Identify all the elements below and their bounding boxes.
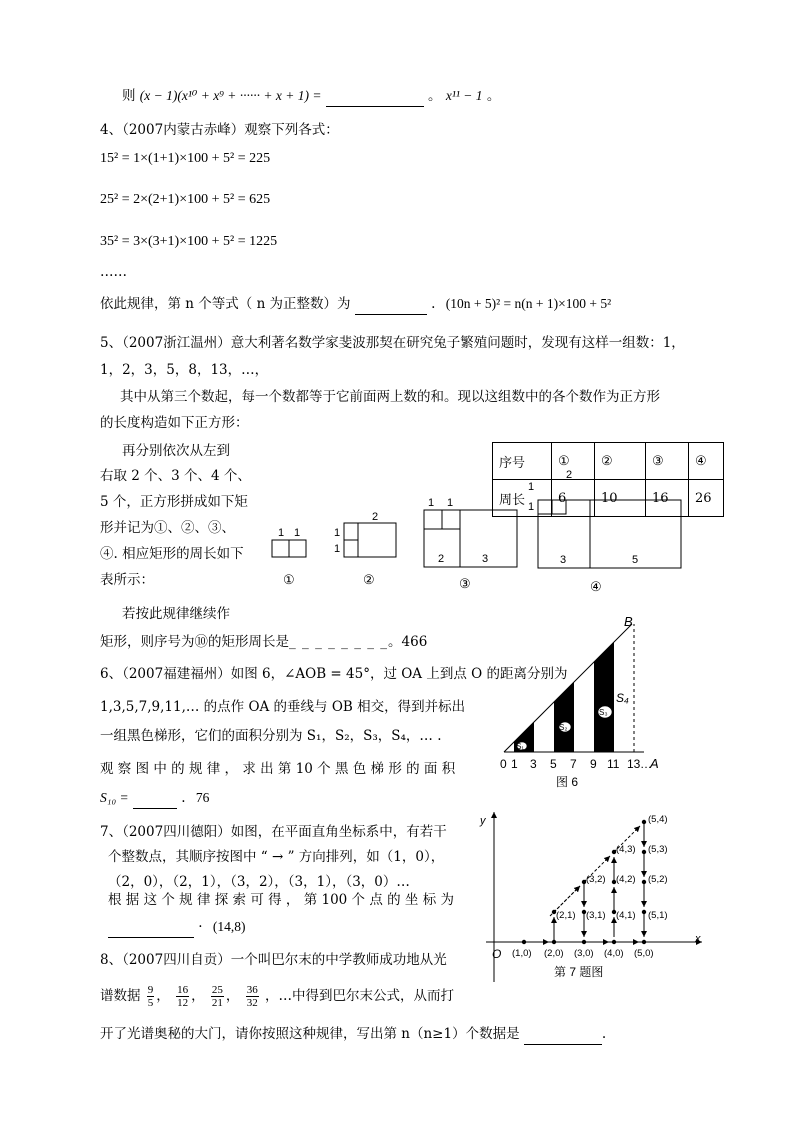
axis-label: 5 <box>550 757 557 771</box>
fraction: $\frac{16}{12}$ <box>177 984 189 1009</box>
point-label: (4,3) <box>616 844 636 855</box>
table-cell: 10 <box>595 480 646 517</box>
q6-lhs: S₁₀ = <box>100 790 129 805</box>
q8-line-1: 8、（2007四川自贡）一个叫巴尔末的中学教师成功地从光 <box>100 952 447 968</box>
q8-pre: 谱数据 <box>100 988 141 1004</box>
q7-answer-line: · (14,8) <box>108 917 246 938</box>
q5-left-text-2: 右取 2 个、3 个、4 个、 <box>100 468 251 484</box>
q4-equation-2: 25² = 2×(2+1)×100 + 5² = 625 <box>100 192 271 207</box>
figure-7 <box>476 806 708 990</box>
q8-answer-blank <box>524 1024 602 1045</box>
fig-label: 1 <box>447 497 454 509</box>
q5-line-2: 1，2，3，5，8，13，…， <box>100 362 269 378</box>
rectangles-figure <box>260 470 700 600</box>
q5-line-3: 其中从第三个数起，每一个数都等于它前面两上数的和。现以这组数中的各个数作为正方形 <box>120 389 660 405</box>
fig-label: 1 <box>528 501 535 513</box>
origin-label: O <box>492 947 502 961</box>
q5-left-text-5: ④. 相应矩形的周长如下 <box>100 546 244 562</box>
fraction: $\frac{36}{32}$ <box>246 984 258 1009</box>
q6-answer: 76 <box>195 790 210 805</box>
q8-line-3-text: 开了光谱奥秘的大门，请你按照这种规律，写出第 n（n≥1）个数据是 <box>100 1026 520 1042</box>
q3-answer-blank <box>326 86 424 107</box>
point-b: B <box>624 614 633 629</box>
point-label: (4,0) <box>604 948 624 959</box>
axis-label: 13 <box>627 757 641 771</box>
fig-caption: ① <box>283 572 295 587</box>
fig-label: 1 <box>334 527 341 539</box>
q7-line-3: （2，0），（2，1），（3，2），（3，1），（3，0）… <box>108 874 410 890</box>
q5-answer: 。466 <box>388 634 428 650</box>
q4-equation-1: 15² = 1×(1+1)×100 + 5² = 225 <box>100 151 271 166</box>
q5-follow-text: 矩形，则序号为⑩的矩形周长是 <box>100 634 289 650</box>
fig-label: 5 <box>632 554 639 566</box>
q7-line-2: 个整数点，其顺序按图中 “ → ” 方向排列，如（1，0）， <box>108 849 445 865</box>
table-header-cell: 序号 <box>493 443 552 480</box>
q7-line-1: 7、（2007四川德阳）如图，在平面直角坐标系中，有若干 <box>100 824 447 840</box>
q7-answer-blank <box>108 917 194 938</box>
fig-label: 1 <box>334 543 341 555</box>
y-axis-label: y <box>480 815 486 827</box>
axis-label: 1 <box>511 757 518 771</box>
point-label: (2,0) <box>544 948 564 959</box>
fig-caption: ④ <box>590 579 602 594</box>
table-header-cell: ② <box>595 443 646 480</box>
fig-label: 1 <box>428 497 435 509</box>
q3-intro: 则 <box>122 88 136 104</box>
q5-line-1: 5、（2007浙江温州）意大利著名数学家斐波那契在研究兔子繁殖问题时，发现有这样一组数：1， <box>100 335 685 351</box>
x-axis-label: x <box>695 933 701 945</box>
fig-caption: ③ <box>459 576 471 591</box>
q5-follow-2 <box>100 632 427 652</box>
axis-label: … <box>640 757 652 771</box>
q5-left-text-6: 表所示： <box>100 572 154 588</box>
fig-label: 3 <box>560 554 567 566</box>
fig-label: 1 <box>278 527 285 539</box>
fraction: $\frac{9}{5}$ <box>147 984 154 1009</box>
axis-label: 0 <box>500 757 507 771</box>
table-cell: 16 <box>646 480 689 517</box>
q3-line: 则 (x − 1)(x¹⁰ + x⁹ + ······ + x + 1) = 。 x¹¹ − 1 。 <box>122 86 500 107</box>
axis-label: 3 <box>530 757 537 771</box>
table-cell: 6 <box>552 480 595 517</box>
fig-label: 2 <box>372 511 379 523</box>
figure-6-caption: 图 6 <box>556 775 579 789</box>
fig-caption: ② <box>363 572 375 587</box>
q3-answer: x¹¹ − 1 <box>445 88 483 103</box>
q7-line-4: 根 据 这 个 规 律 探 索 可 得 ， 第 100 个 点 的 坐 标 为 <box>108 892 455 908</box>
point-label: (3,2) <box>586 874 606 885</box>
q4-answer-blank <box>355 294 427 315</box>
point-label: (4,1) <box>616 910 636 921</box>
q6-line-5: S₁₀ = . 76 <box>100 788 209 809</box>
point-label: (3,0) <box>574 948 594 959</box>
q4-equation-3: 35² = 3×(3+1)×100 + 5² = 1225 <box>100 234 278 249</box>
table-cell: 26 <box>689 480 724 517</box>
q5-left-text-3: 5 个，正方形拼成如下矩 <box>100 494 248 510</box>
q5-left-text-4: 形并记为①、②、③、 <box>100 520 235 536</box>
label-s4: S₄ <box>616 691 629 705</box>
q5-line-4: 的长度构造如下正方形： <box>100 415 249 431</box>
fraction: $\frac{25}{21}$ <box>211 984 223 1009</box>
fig-label: 3 <box>482 553 489 565</box>
label-s3: S₃ <box>599 708 608 717</box>
point-label: (2,1) <box>556 910 576 921</box>
q8-line-3: 开了光谱奥秘的大门，请你按照这种规律，写出第 n（n≥1）个数据是 . <box>100 1024 606 1045</box>
q5-follow-1: 若按此规律继续作 <box>122 606 230 622</box>
figure-7-caption: 第 7 题图 <box>554 965 604 979</box>
q8-line-2: 谱数据 $\frac{9}{5}$ ， $\frac{16}{12}$ ， $\frac{25}{21}$ ， $\frac{36}{32}$ ，…中得到巴尔末公式，从而打 <box>100 984 454 1009</box>
q4-answer: (10n + 5)² = n(n + 1)×100 + 5² <box>445 296 612 311</box>
fig-label: 1 <box>528 481 535 493</box>
q6-line-1: 6、（2007福建福州）如图 6，∠AOB = 45°，过 OA 上到点 O 的距离分别为 <box>100 666 568 682</box>
trapezoid-s2 <box>554 682 574 752</box>
table-header-cell: ① <box>552 443 595 480</box>
q6-line-3: 一组黑色梯形，它们的面积分别为 S₁，S₂，S₃，S₄，… . <box>100 728 442 744</box>
figure-6 <box>496 612 686 792</box>
point-label: (5,0) <box>634 948 654 959</box>
table-cell: 周长 <box>493 480 552 517</box>
fig-label: 1 <box>294 527 301 539</box>
point-label: (5,4) <box>648 814 668 825</box>
point-label: (5,2) <box>648 874 668 885</box>
q7-answer: (14,8) <box>212 919 246 934</box>
point-label: (4,2) <box>616 874 636 885</box>
label-s1: S₁ <box>516 742 525 751</box>
q5-left-text-1: 再分别依次从左到 <box>122 443 230 459</box>
q6-answer-blank <box>133 788 177 809</box>
point-label: (5,1) <box>648 910 668 921</box>
point-a: A <box>650 756 659 771</box>
fig-label: 2 <box>566 470 573 481</box>
q6-line-2: 1,3,5,7,9,11,… 的点作 OA 的垂线与 OB 相交，得到并标出 <box>100 699 466 715</box>
table-header-cell: ④ <box>689 443 724 480</box>
point-label: (5,3) <box>648 844 668 855</box>
q5-answer-dashes: _ _ _ _ _ _ _ _ <box>289 634 389 650</box>
fig-label: 2 <box>438 553 445 565</box>
q4-ellipsis: …… <box>100 264 127 280</box>
q6-line-4: 观 察 图 中 的 规 律 ， 求 出 第 10 个 黑 色 梯 形 的 面 积 <box>100 761 456 777</box>
q8-post: ，…中得到巴尔末公式，从而打 <box>264 988 454 1004</box>
table-header-cell: ③ <box>646 443 689 480</box>
label-s2: S₂ <box>559 723 568 732</box>
q4-ask-text: 依此规律，第 n 个等式（ n 为正整数）为 <box>100 296 351 312</box>
axis-label: 11 <box>607 757 620 771</box>
q3-expression: (x − 1)(x¹⁰ + x⁹ + ······ + x + 1) = <box>139 88 322 103</box>
point-label: (1,0) <box>512 948 532 959</box>
q4-question: 依此规律，第 n 个等式（ n 为正整数）为 . (10n + 5)² = n(n + 1)×100 + 5² <box>100 294 611 315</box>
axis-label: 7 <box>570 757 577 771</box>
point-label: (3,1) <box>586 910 606 921</box>
q4-title: 4、（2007内蒙古赤峰）观察下列各式： <box>100 122 339 138</box>
axis-label: 9 <box>590 757 597 771</box>
